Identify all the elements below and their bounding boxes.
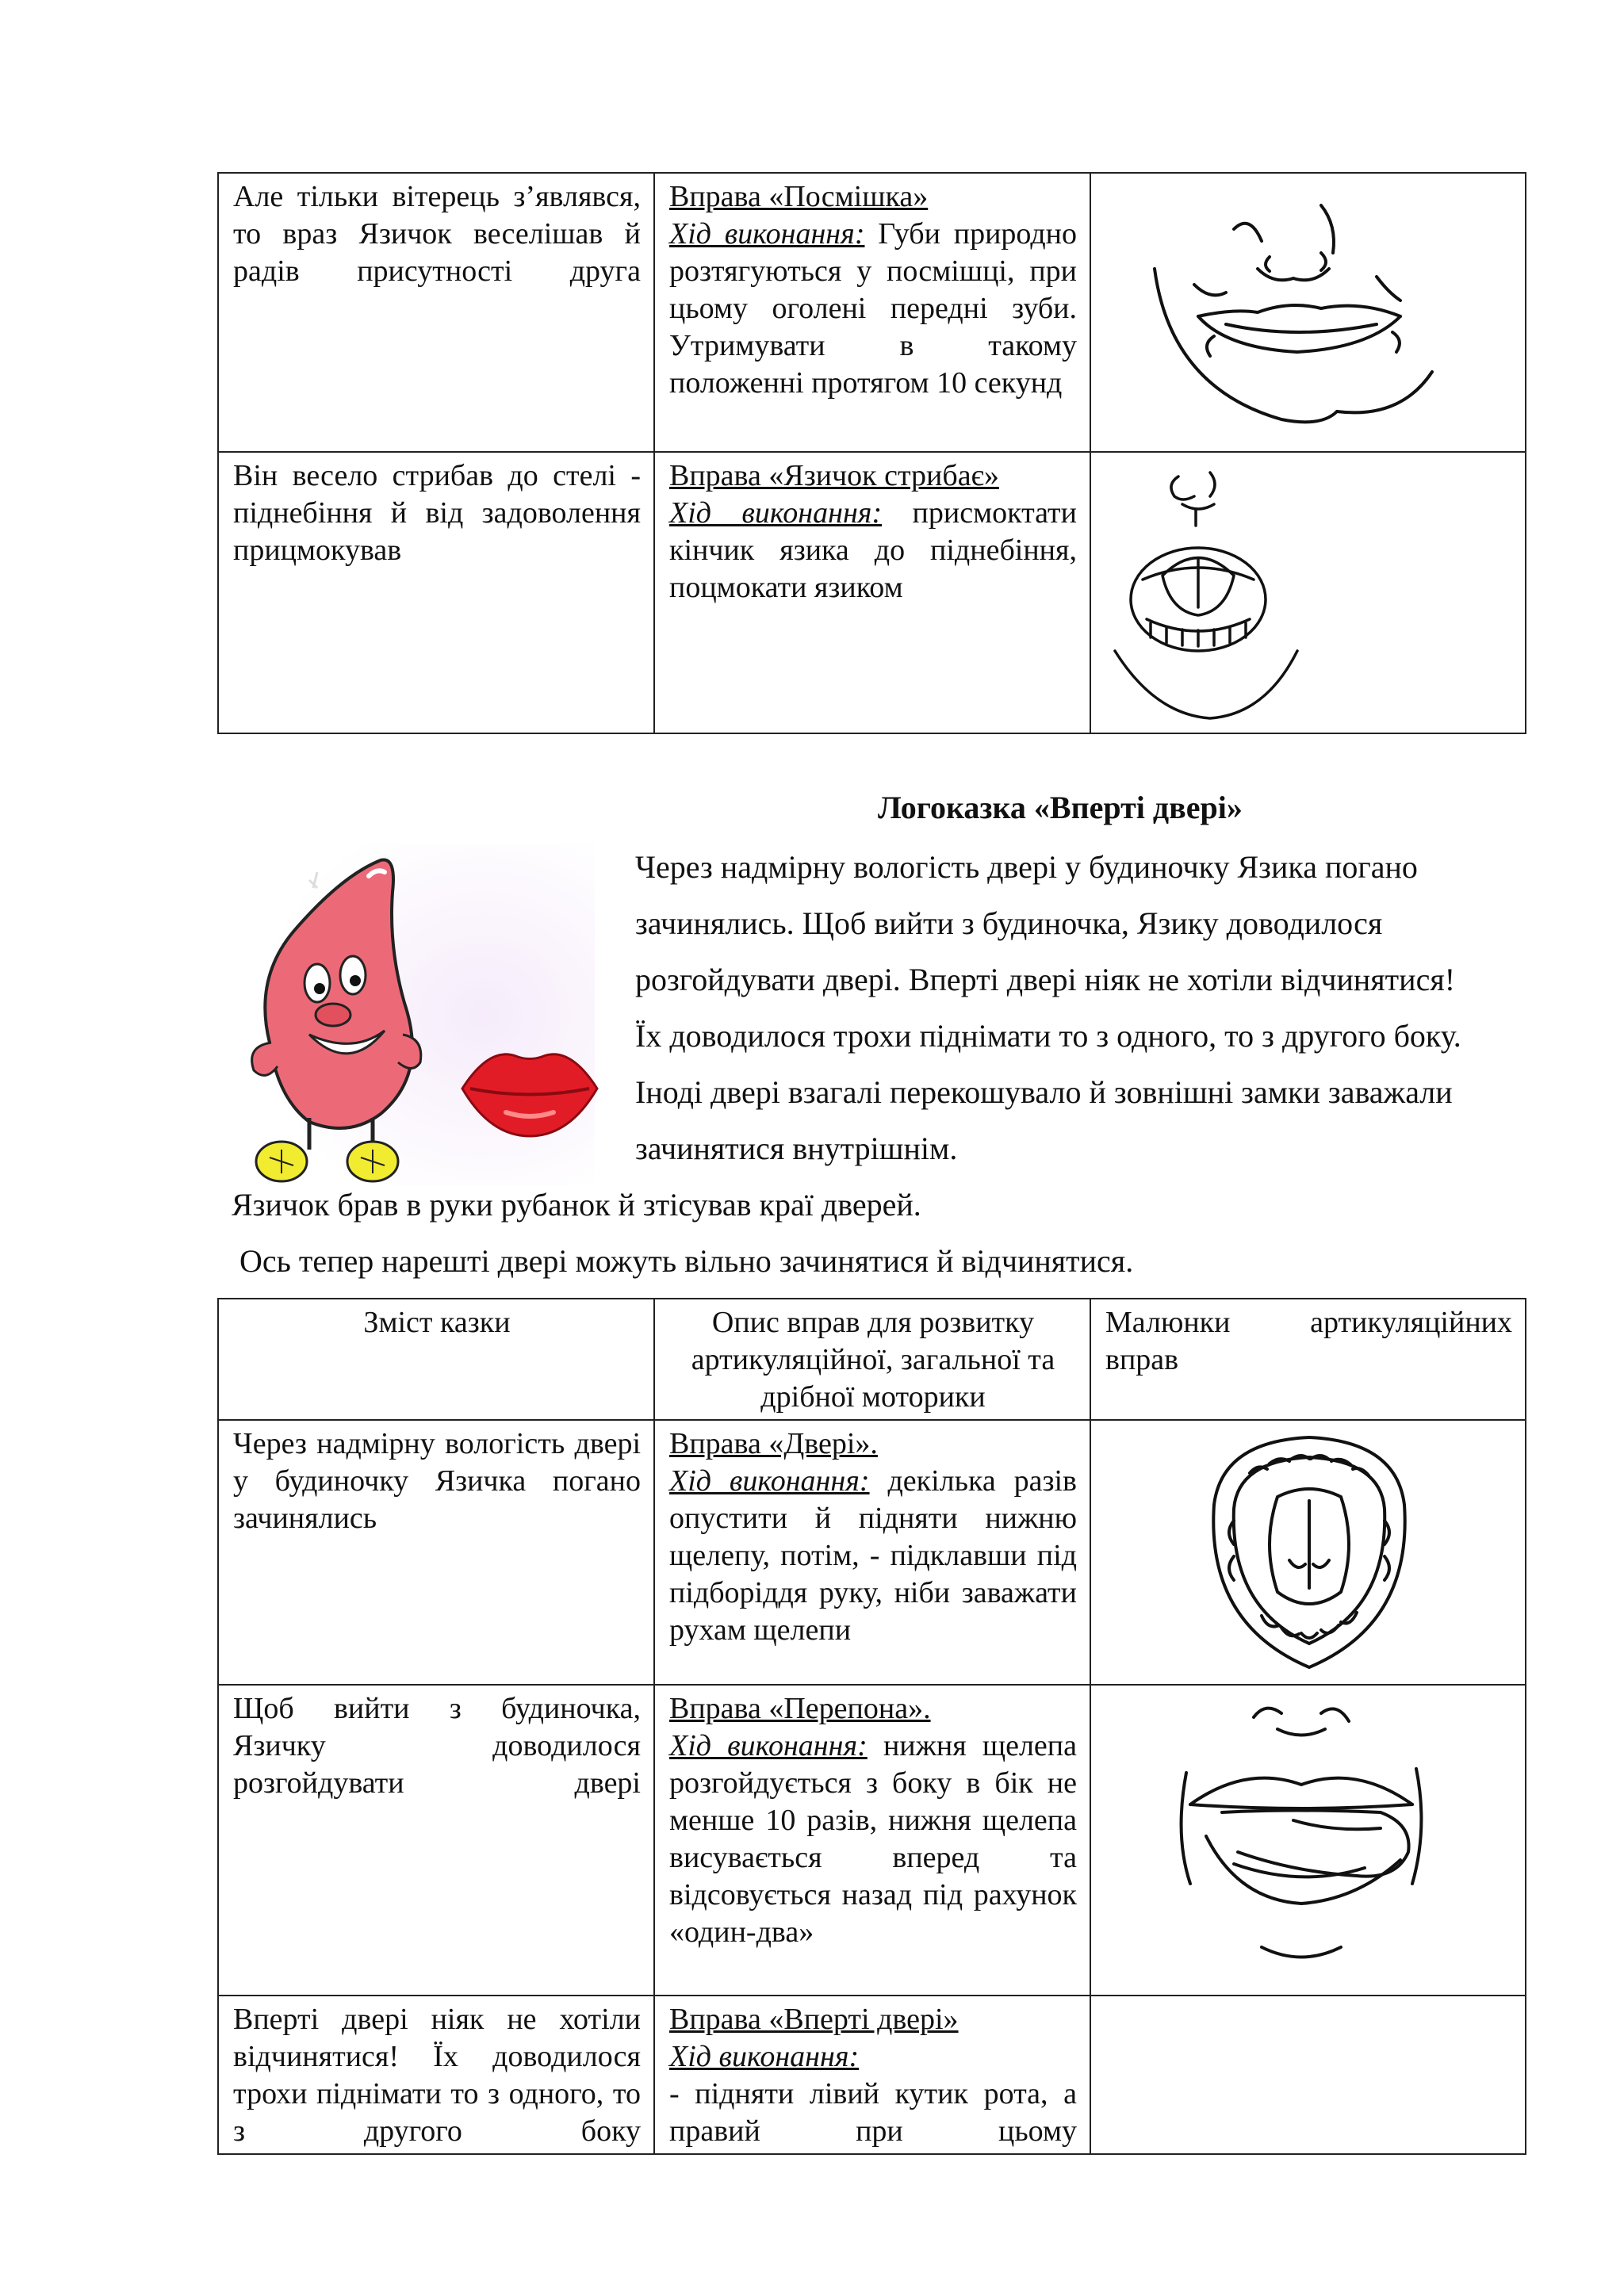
- exercise-cell: [654, 452, 1090, 733]
- exercise-title: Вправа «Посмішка»: [669, 180, 929, 213]
- story-cell: Але тільки вітерець з’являвся, то враз Язичок веселішав й радів присутності друга: [218, 173, 654, 452]
- exercise-title: Вправа «Перепона».: [669, 1692, 931, 1725]
- picture-cell: [1090, 1996, 1526, 2154]
- method-label: Хід виконання:: [669, 217, 865, 251]
- method-text: декілька разів опустити й підняти нижню щелепу, потім, - підклавши під підборіддя руку, ніби заважати рухам щелепи: [669, 1464, 1077, 1647]
- red-lips-icon: [458, 1037, 601, 1140]
- table-row: [218, 1685, 1526, 1996]
- smile-face-illustration: [1139, 182, 1456, 443]
- column-header-pictures: Малюнки артикуляційних вправ: [1090, 1299, 1526, 1420]
- method-text: присмоктати кінчик язика до піднебіння, поцмокати язиком: [669, 496, 1077, 604]
- method-text: нижня щелепа розгойдується з боку в бік не менше 10 разів, нижня щелепа висувається вперед та відсовується назад під рахунок «один-два»: [669, 1729, 1077, 1949]
- table-row: [218, 173, 1526, 452]
- tale-line: Іноді двері взагалі перекошувало й зовнішні замки заважали: [635, 1074, 1453, 1110]
- picture-cell: [1090, 452, 1526, 733]
- table-row: [218, 452, 1526, 733]
- method-label: Хід виконання:: [669, 2040, 860, 2073]
- story-cell: Через надмірну вологість двері у будиночку Язичка погано зачинялись: [218, 1420, 654, 1685]
- tale-line: Язичок брав в руки рубанок й зтісував краї дверей.: [232, 1187, 921, 1223]
- tongue-jump-face-illustration: [1107, 461, 1313, 730]
- table-row: [218, 1420, 1526, 1685]
- exercise-cell: [654, 1420, 1090, 1685]
- tongue-out-mouth-illustration: [1174, 1693, 1428, 1979]
- picture-cell: [1090, 173, 1526, 452]
- tale-line: Ось тепер нарешті двері можуть вільно зачинятися й відчинятися.: [239, 1243, 1134, 1279]
- table-row: [218, 1996, 1526, 2154]
- exercise-cell: [654, 1996, 1090, 2154]
- story-cell: Вперті двері ніяк не хотіли відчинятися! Їх доводилося трохи піднімати то з одного, то з другого боку: [218, 1996, 654, 2154]
- picture-cell: [1090, 1420, 1526, 1685]
- table-header-row: [218, 1299, 1526, 1420]
- column-header-story: Зміст казки: [218, 1299, 654, 1420]
- method-label: Хід виконання:: [669, 496, 883, 530]
- story-cell: Щоб вийти з будиночка, Язичку доводилося розгойдувати двері: [218, 1685, 654, 1996]
- story-cell: Він весело стрибав до стелі - піднебіння й від задоволення прицмокував: [218, 452, 654, 733]
- tale-line: Їх доводилося трохи піднімати то з одного, то з другого боку.: [635, 1018, 1461, 1054]
- tale-line: розгойдувати двері. Вперті двері ніяк не хотіли відчинятися!: [635, 962, 1456, 997]
- exercise-table-1: [217, 172, 1526, 734]
- method-text: Губи природно розтягуються у посмішці, при цьому оголені передні зуби. Утримувати в такому положенні протягом 10 секунд: [669, 217, 1077, 400]
- tale-line: Через надмірну вологість двері у будиночку Язика погано: [635, 849, 1418, 885]
- exercise-table-2: [217, 1298, 1526, 2155]
- picture-cell: [1090, 1685, 1526, 1996]
- tale-line: зачинятися внутрішнім.: [635, 1131, 958, 1166]
- method-text: - підняти лівий кутик рота, а правий при цьому: [669, 2077, 1077, 2148]
- method-label: Хід виконання:: [669, 1729, 868, 1762]
- exercise-title: Вправа «Язичок стрибає»: [669, 459, 999, 492]
- exercise-title: Вправа «Вперті двері»: [669, 2003, 959, 2036]
- tale-line: зачинялись. Щоб вийти з будиночка, Язику доводилося: [635, 905, 1383, 941]
- column-header-exercise: Опис вправ для розвитку артикуляційної, загальної та дрібної моторики: [654, 1299, 1090, 1420]
- open-mouth-illustration: [1190, 1425, 1428, 1679]
- exercise-cell: [654, 1685, 1090, 1996]
- tale-title: Логоказка «Вперті двері»: [878, 790, 1243, 825]
- exercise-cell: [654, 173, 1090, 452]
- method-label: Хід виконання:: [669, 1464, 870, 1498]
- exercise-title: Вправа «Двері».: [669, 1427, 878, 1460]
